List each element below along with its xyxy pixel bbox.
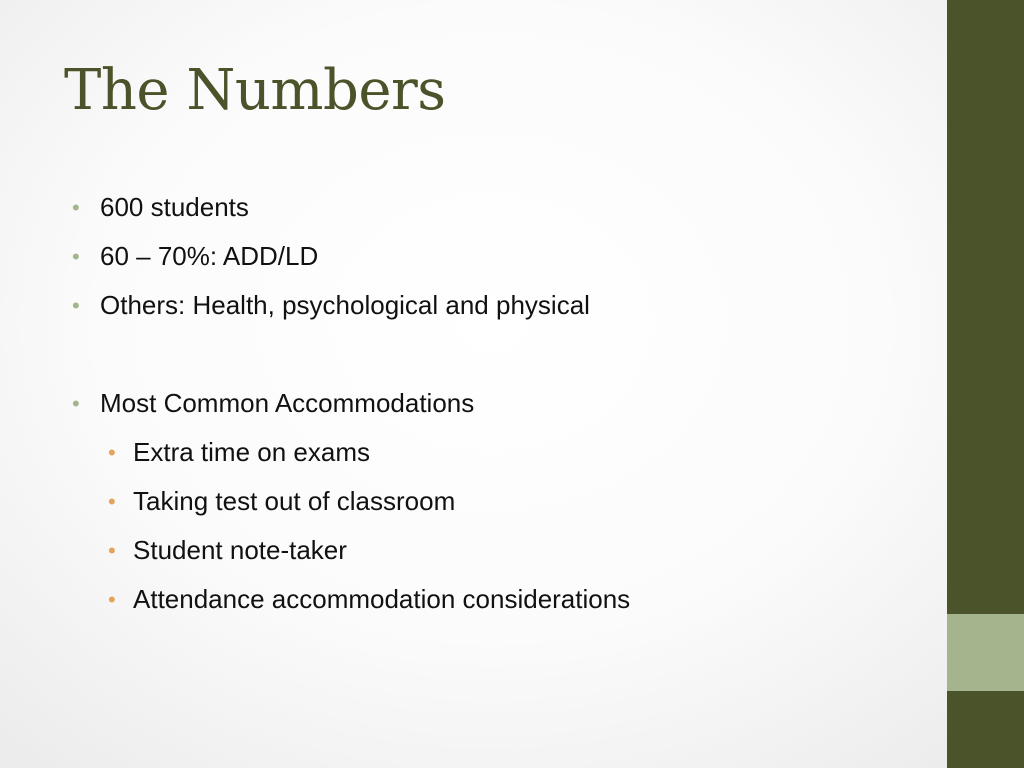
bullet-item	[72, 281, 932, 330]
bullet-text: 60 – 70%: ADD/LD	[100, 241, 319, 271]
bullet-text: Most Common Accommodations	[100, 388, 475, 418]
slide-title: The Numbers	[64, 58, 446, 123]
bullet-dot-icon: •	[72, 244, 80, 269]
sub-bullet-item	[72, 526, 932, 575]
sub-bullet-item	[72, 575, 932, 624]
sub-bullet-item	[72, 477, 932, 526]
sub-bullet-text: Taking test out of classroom	[133, 486, 456, 516]
sub-bullet-dot-icon: •	[108, 440, 116, 465]
sub-bullet-dot-icon: •	[108, 538, 116, 563]
bullet-item	[72, 232, 932, 281]
bullet-dot-icon: •	[72, 293, 80, 318]
sub-bullet-item	[72, 428, 932, 477]
bullet-list	[72, 183, 932, 624]
blank-line	[72, 330, 932, 379]
sub-bullet-text: Attendance accommodation considerations	[133, 584, 631, 614]
side-accent-block	[947, 614, 1024, 691]
sub-bullet-dot-icon: •	[108, 489, 116, 514]
bullet-item	[72, 379, 932, 428]
sub-bullet-text: Extra time on exams	[133, 437, 370, 467]
bullet-text: Others: Health, psychological and physical	[100, 290, 590, 320]
bullet-dot-icon: •	[72, 195, 80, 220]
sub-bullet-text: Student note-taker	[133, 535, 347, 565]
sub-bullet-dot-icon: •	[108, 587, 116, 612]
bullet-item	[72, 183, 932, 232]
bullet-dot-icon: •	[72, 391, 80, 416]
bullet-text: 600 students	[100, 192, 249, 222]
